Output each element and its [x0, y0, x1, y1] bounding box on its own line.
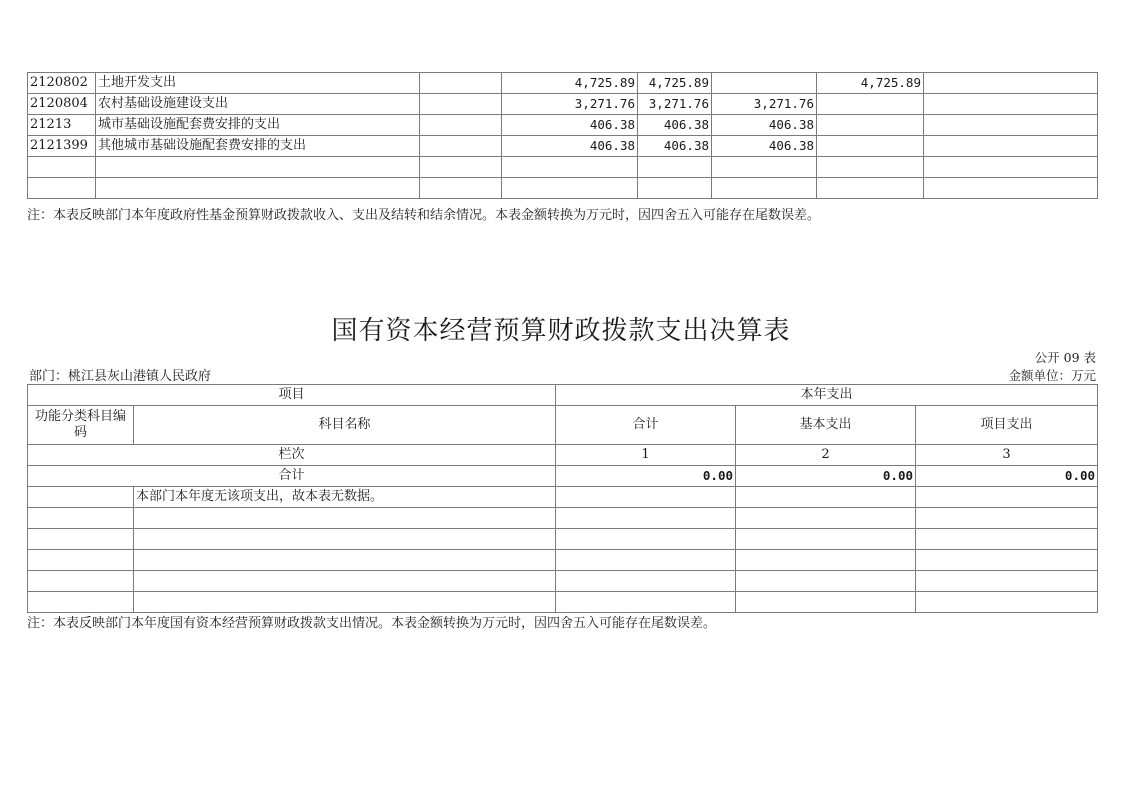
header-row-1	[28, 385, 1098, 406]
form-number: 公开 09 表	[1034, 350, 1096, 365]
page-title: 国有资本经营预算财政拨款支出决算表	[331, 316, 791, 346]
table-cell	[134, 550, 556, 571]
table-cell	[96, 178, 420, 199]
table-cell	[556, 487, 736, 508]
table-cell	[134, 529, 556, 550]
table-row	[28, 571, 1098, 592]
amount-cell	[420, 136, 502, 157]
subject-name-cell: 其他城市基础设施配套费安排的支出	[96, 136, 420, 157]
amount-cell: 4,725.89	[817, 73, 924, 94]
total-basic: 0.00	[736, 466, 916, 487]
state-capital-expenditure-table	[27, 384, 1098, 613]
table-cell	[502, 157, 638, 178]
table-cell	[736, 592, 916, 613]
table-row	[28, 592, 1098, 613]
table-cell	[28, 487, 134, 508]
header-row-2	[28, 406, 1098, 445]
column-number-2: 2	[736, 445, 916, 466]
table-row	[28, 73, 1098, 94]
column-number-1: 1	[556, 445, 736, 466]
table-cell	[28, 508, 134, 529]
header-basic: 基本支出	[736, 406, 916, 445]
table-cell	[916, 487, 1098, 508]
fund-budget-table	[27, 72, 1098, 199]
amount-cell	[924, 94, 1098, 115]
header-subject-name: 科目名称	[134, 406, 556, 445]
table-cell	[817, 157, 924, 178]
header-total: 合计	[556, 406, 736, 445]
table-cell	[502, 178, 638, 199]
amount-cell: 4,725.89	[502, 73, 638, 94]
amount-cell: 406.38	[638, 115, 712, 136]
amount-cell	[817, 94, 924, 115]
table-cell	[712, 157, 817, 178]
table-cell	[28, 157, 96, 178]
table-cell	[556, 529, 736, 550]
fund-table-note: 注：本表反映部门本年度政府性基金预算财政拨款收入、支出及结转和结余情况。本表金额转换为万元时，因四舍五入可能存在尾数误差。	[27, 208, 821, 223]
table-cell	[420, 178, 502, 199]
table-cell	[134, 508, 556, 529]
table-row	[28, 178, 1098, 199]
amount-cell: 406.38	[502, 115, 638, 136]
amount-cell	[420, 115, 502, 136]
total-project: 0.00	[916, 466, 1098, 487]
table-cell	[736, 508, 916, 529]
table-cell	[916, 571, 1098, 592]
table-cell	[736, 571, 916, 592]
amount-cell	[817, 115, 924, 136]
subject-name-cell: 农村基础设施建设支出	[96, 94, 420, 115]
table-cell	[638, 178, 712, 199]
subject-code-cell: 2120802	[28, 73, 96, 94]
table-cell	[134, 571, 556, 592]
table-cell	[96, 157, 420, 178]
amount-cell	[420, 94, 502, 115]
column-number-label: 栏次	[28, 445, 556, 466]
amount-cell	[924, 73, 1098, 94]
table-cell	[817, 178, 924, 199]
header-current-year: 本年支出	[556, 385, 1098, 406]
amount-cell	[924, 136, 1098, 157]
amount-cell: 3,271.76	[502, 94, 638, 115]
amount-unit-label: 金额单位：万元	[1008, 368, 1096, 383]
table-cell	[28, 592, 134, 613]
empty-message: 本部门本年度无该项支出，故本表无数据。	[134, 487, 556, 508]
subject-code-cell: 2120804	[28, 94, 96, 115]
table-cell	[916, 592, 1098, 613]
table-cell	[134, 592, 556, 613]
table-cell	[556, 508, 736, 529]
total-label: 合计	[28, 466, 556, 487]
amount-cell	[817, 136, 924, 157]
amount-cell	[712, 73, 817, 94]
table-cell	[916, 529, 1098, 550]
amount-cell: 406.38	[712, 115, 817, 136]
total-row	[28, 466, 1098, 487]
table-cell	[736, 550, 916, 571]
table-cell	[556, 571, 736, 592]
table-cell	[28, 571, 134, 592]
column-number-row	[28, 445, 1098, 466]
amount-cell: 406.38	[502, 136, 638, 157]
header-code: 功能分类科目编码	[28, 406, 134, 445]
table-cell	[924, 178, 1098, 199]
subject-name-cell: 土地开发支出	[96, 73, 420, 94]
subject-code-cell: 21213	[28, 115, 96, 136]
table-cell	[556, 592, 736, 613]
table-cell	[736, 529, 916, 550]
table-cell	[924, 157, 1098, 178]
table-cell	[916, 508, 1098, 529]
table-cell	[420, 157, 502, 178]
table-row	[28, 136, 1098, 157]
subject-name-cell: 城市基础设施配套费安排的支出	[96, 115, 420, 136]
table-cell	[638, 157, 712, 178]
table-row	[28, 115, 1098, 136]
table-cell	[556, 550, 736, 571]
amount-cell: 3,271.76	[638, 94, 712, 115]
amount-cell: 3,271.76	[712, 94, 817, 115]
column-number-3: 3	[916, 445, 1098, 466]
amount-cell	[924, 115, 1098, 136]
subject-code-cell: 2121399	[28, 136, 96, 157]
table-row	[28, 508, 1098, 529]
total-amount: 0.00	[556, 466, 736, 487]
table-row	[28, 487, 1098, 508]
table-cell	[28, 529, 134, 550]
capital-table-note: 注：本表反映部门本年度国有资本经营预算财政拨款支出情况。本表金额转换为万元时，因四舍五入可能存在尾数误差。	[27, 616, 717, 631]
table-row	[28, 94, 1098, 115]
amount-cell: 406.38	[638, 136, 712, 157]
table-cell	[28, 550, 134, 571]
table-row	[28, 529, 1098, 550]
table-cell	[712, 178, 817, 199]
table-row	[28, 157, 1098, 178]
amount-cell: 406.38	[712, 136, 817, 157]
header-item: 项目	[28, 385, 556, 406]
table-cell	[916, 550, 1098, 571]
amount-cell: 4,725.89	[638, 73, 712, 94]
amount-cell	[420, 73, 502, 94]
department-label: 部门：桃江县灰山港镇人民政府	[29, 369, 212, 384]
table-cell	[28, 178, 96, 199]
table-cell	[736, 487, 916, 508]
header-project: 项目支出	[916, 406, 1098, 445]
table-row	[28, 550, 1098, 571]
